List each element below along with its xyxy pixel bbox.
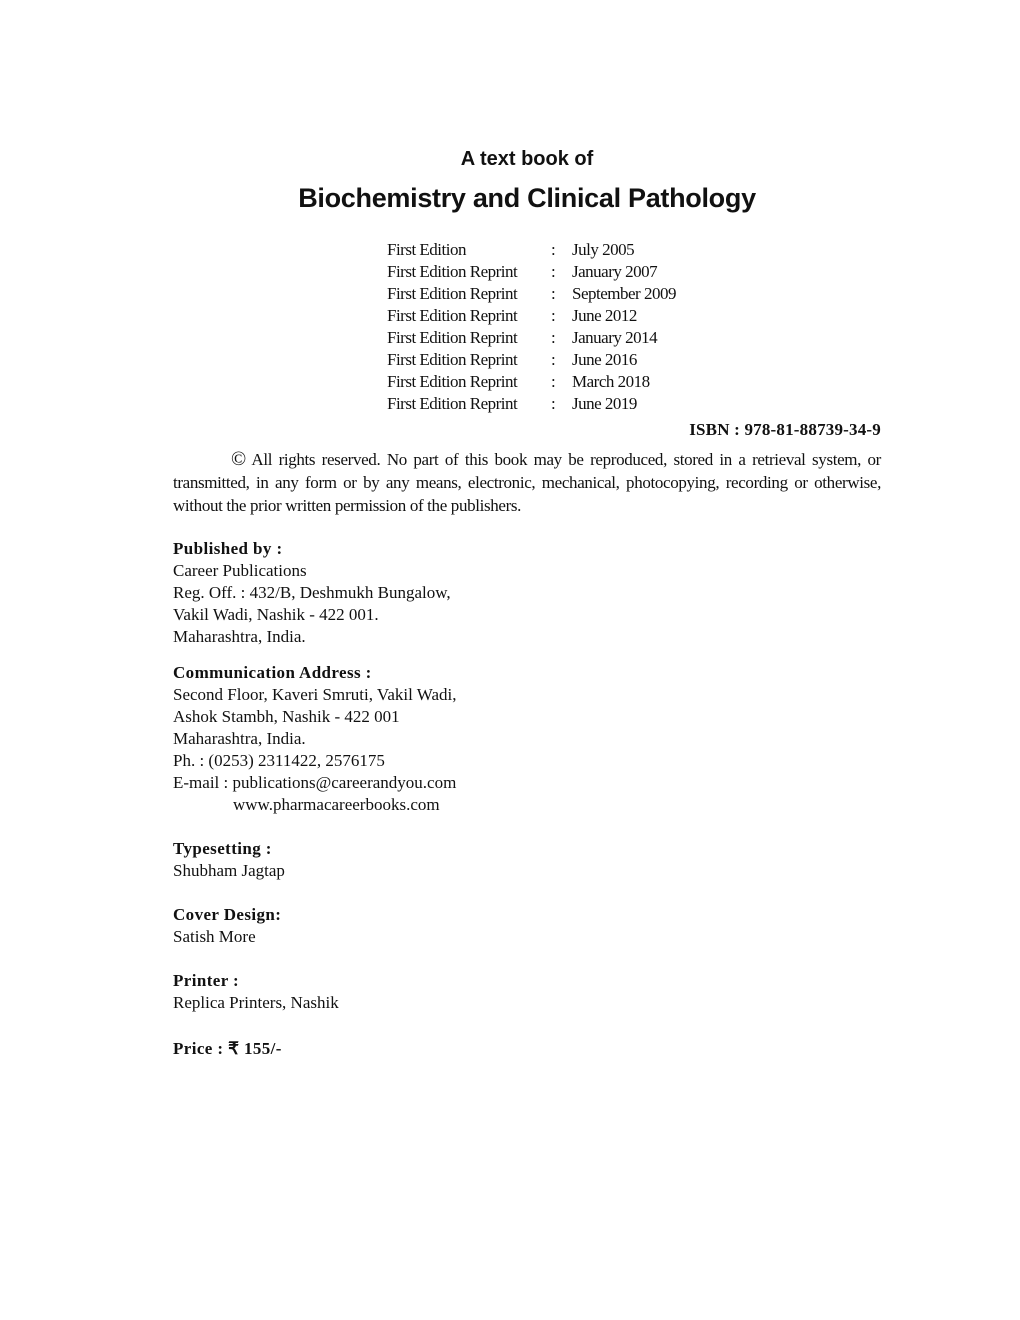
separator: : [551, 372, 556, 391]
address-line: Vakil Wadi, Nashik - 422 001. [173, 605, 379, 624]
published-by-section [173, 538, 451, 648]
published-heading: Published by : [173, 539, 283, 558]
copyright-notice [173, 448, 881, 517]
edition-label: First Edition Reprint [387, 284, 518, 303]
address-line: Reg. Off. : 432/B, Deshmukh Bungalow, [173, 583, 451, 602]
price: Price : ₹ 155/- [173, 1039, 282, 1058]
publisher-name: Career Publications [173, 561, 307, 580]
isbn: ISBN : 978-81-88739-34-9 [689, 420, 881, 439]
edition-date: September 2009 [572, 284, 676, 303]
edition-date: January 2007 [572, 262, 658, 281]
book-title: Biochemistry and Clinical Pathology [298, 183, 756, 213]
edition-label: First Edition Reprint [387, 372, 518, 391]
address-line: Maharashtra, India. [173, 729, 306, 748]
copyright-text: All rights reserved. No part of this book may be reproduced, stored in a retrieval system, or transmitted, in any form or by any means, electronic, mechanical, photocopying, recording or otherwise, without the prior written permission of the publishers. [173, 450, 881, 515]
price-section [173, 1038, 282, 1060]
phone: Ph. : (0253) 2311422, 2576175 [173, 751, 385, 770]
separator: : [551, 394, 556, 413]
printer-heading: Printer : [173, 971, 240, 990]
edition-date: July 2005 [572, 240, 635, 259]
edition-label: First Edition Reprint [387, 306, 518, 325]
edition-label: First Edition Reprint [387, 350, 518, 369]
edition-label: First Edition Reprint [387, 394, 518, 413]
separator: : [551, 284, 556, 303]
separator: : [551, 328, 556, 347]
separator: : [551, 240, 556, 259]
edition-label: First Edition Reprint [387, 262, 518, 281]
edition-date: January 2014 [572, 328, 658, 347]
cover-value: Satish More [173, 927, 256, 946]
printer-value: Replica Printers, Nashik [173, 993, 339, 1012]
separator: : [551, 350, 556, 369]
copyright-symbol: © [231, 448, 246, 470]
address-line: Second Floor, Kaveri Smruti, Vakil Wadi, [173, 685, 457, 704]
edition-date: June 2019 [572, 394, 637, 413]
edition-label: First Edition [387, 240, 466, 259]
communication-heading: Communication Address : [173, 663, 372, 682]
edition-label: First Edition Reprint [387, 328, 518, 347]
address-line: Maharashtra, India. [173, 627, 306, 646]
communication-section [173, 662, 456, 816]
typesetting-heading: Typesetting : [173, 839, 272, 858]
typesetting-section [173, 838, 285, 882]
separator: : [551, 306, 556, 325]
typesetting-value: Shubham Jagtap [173, 861, 285, 880]
printer-section [173, 970, 339, 1014]
book-subtitle: A text book of [460, 148, 594, 170]
address-line: Ashok Stambh, Nashik - 422 001 [173, 707, 400, 726]
email: E-mail : publications@careerandyou.com [173, 773, 457, 792]
separator: : [551, 262, 556, 281]
edition-date: June 2016 [572, 350, 637, 369]
edition-date: June 2012 [572, 306, 637, 325]
cover-section [173, 904, 281, 948]
website: www.pharmacareerbooks.com [233, 795, 440, 814]
cover-heading: Cover Design: [173, 905, 282, 924]
edition-date: March 2018 [572, 372, 650, 391]
